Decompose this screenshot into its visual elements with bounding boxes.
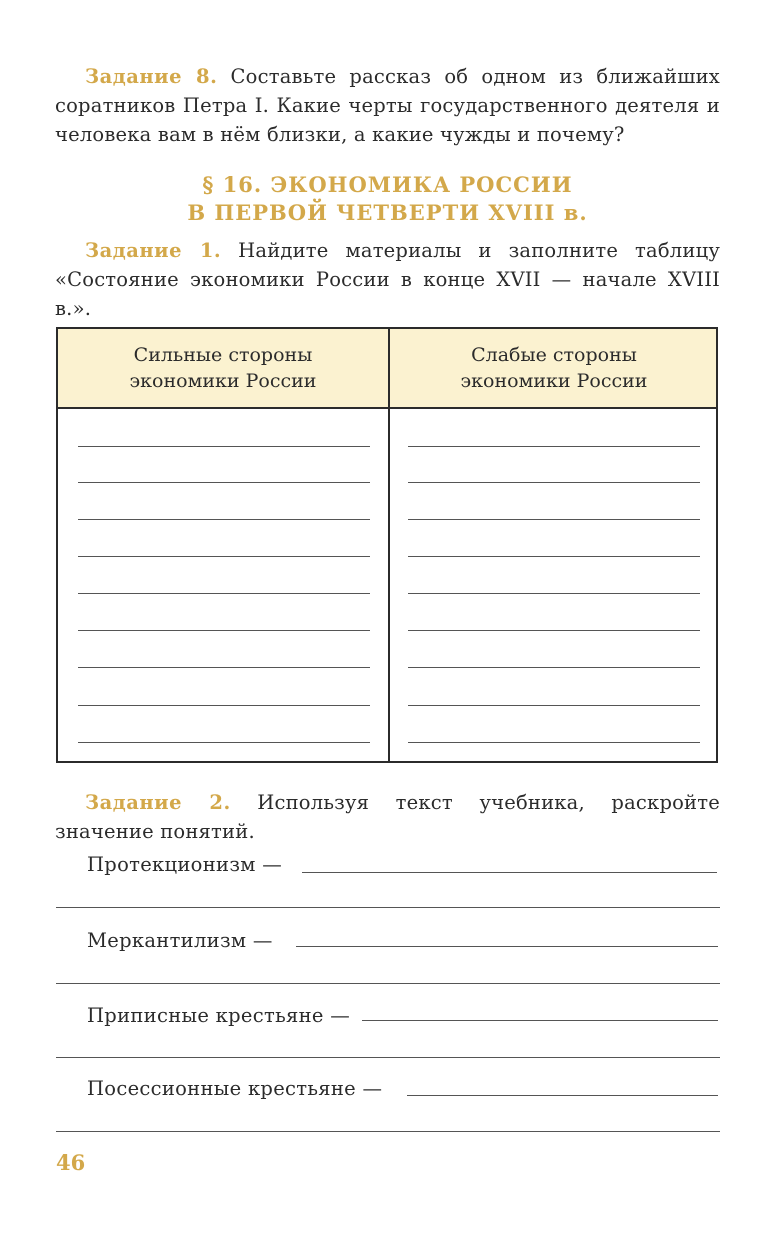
table-header bbox=[58, 329, 716, 409]
table-answer-line[interactable] bbox=[78, 593, 370, 594]
table-answer-line[interactable] bbox=[408, 519, 700, 520]
task-2-text: Используя текст учебника, раскройте значение понятий. bbox=[55, 791, 720, 843]
answer-line[interactable] bbox=[56, 983, 720, 984]
task-1-label: Задание 1. bbox=[85, 239, 222, 262]
task-1-text: Найдите материалы и заполните таблицу «Состояние экономики России в конце XVII — начале XVIII в.». bbox=[55, 239, 720, 320]
task-2-label: Задание 2. bbox=[85, 791, 231, 814]
section-title-line-2: В ПЕРВОЙ ЧЕТВЕРТИ XVIII в. bbox=[187, 200, 588, 225]
section-title-line-1: § 16. ЭКОНОМИКА РОССИИ bbox=[202, 172, 573, 197]
term-possessional-peasants: Посессионные крестьяне — bbox=[87, 1077, 383, 1100]
answer-line[interactable] bbox=[362, 1020, 718, 1021]
term-assigned-peasants: Приписные крестьяне — bbox=[87, 1004, 351, 1027]
table-answer-line[interactable] bbox=[78, 742, 370, 743]
table-answer-line[interactable] bbox=[408, 667, 700, 668]
task-8-paragraph bbox=[55, 62, 720, 149]
table-answer-line[interactable] bbox=[408, 556, 700, 557]
table-answer-line[interactable] bbox=[78, 556, 370, 557]
table-answer-line[interactable] bbox=[78, 519, 370, 520]
table-answer-line[interactable] bbox=[78, 446, 370, 447]
table-answer-line[interactable] bbox=[78, 705, 370, 706]
header-weaknesses-line-1: Слабые стороны bbox=[471, 344, 637, 366]
answer-line[interactable] bbox=[56, 1057, 720, 1058]
answer-line[interactable] bbox=[407, 1095, 718, 1096]
table-answer-line[interactable] bbox=[408, 630, 700, 631]
answer-line[interactable] bbox=[296, 946, 718, 947]
task-8-text: Составьте рассказ об одном из ближайших соратников Петра I. Какие черты государственного деятеля и человека вам в нём близки, а какие чужды и почему? bbox=[55, 65, 720, 146]
term-protectionism: Протекционизм — bbox=[87, 853, 283, 876]
answer-line[interactable] bbox=[302, 872, 717, 873]
page-number: 46 bbox=[56, 1150, 86, 1175]
table-answer-line[interactable] bbox=[408, 482, 700, 483]
table-answer-line[interactable] bbox=[408, 593, 700, 594]
header-weaknesses-line-2: экономики России bbox=[460, 370, 648, 392]
term-mercantilism: Меркантилизм — bbox=[87, 929, 273, 952]
table-answer-line[interactable] bbox=[408, 705, 700, 706]
answer-line[interactable] bbox=[56, 1131, 720, 1132]
task-2-paragraph bbox=[55, 788, 720, 846]
header-strengths bbox=[58, 342, 388, 394]
answer-line[interactable] bbox=[56, 907, 720, 908]
table-answer-line[interactable] bbox=[78, 667, 370, 668]
table-answer-line[interactable] bbox=[78, 630, 370, 631]
header-strengths-line-2: экономики России bbox=[129, 370, 317, 392]
header-strengths-line-1: Сильные стороны bbox=[133, 344, 313, 366]
economy-table bbox=[56, 327, 718, 763]
header-weaknesses bbox=[389, 342, 719, 394]
task-8-label: Задание 8. bbox=[85, 65, 218, 88]
table-answer-line[interactable] bbox=[408, 446, 700, 447]
table-answer-line[interactable] bbox=[408, 742, 700, 743]
table-column-divider bbox=[388, 329, 390, 761]
table-answer-line[interactable] bbox=[78, 482, 370, 483]
task-1-paragraph bbox=[55, 236, 720, 323]
